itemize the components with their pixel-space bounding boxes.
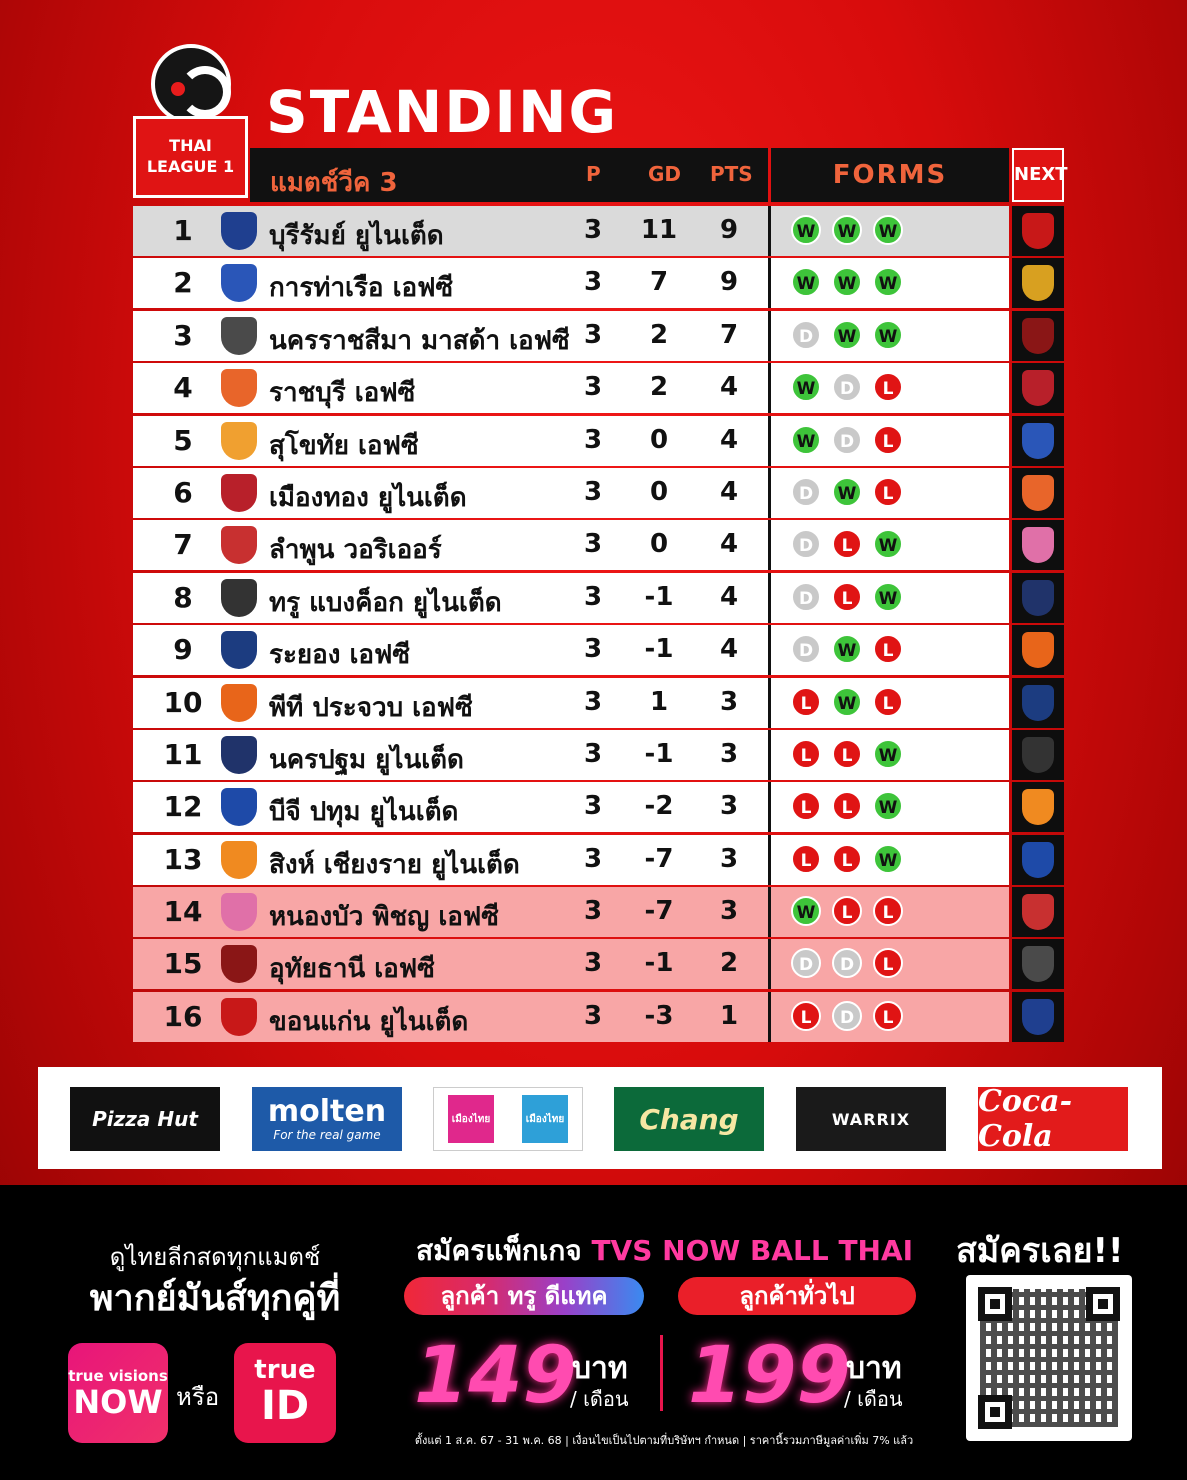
team-crest-icon <box>221 317 257 355</box>
form-result-badge: W <box>832 320 862 350</box>
next-opponent-crest-icon <box>1022 423 1054 459</box>
team-name: นครราชสีมา มาสด้า เอฟซี <box>269 325 570 356</box>
form-guide <box>791 739 914 769</box>
page-title: STANDING <box>266 78 619 146</box>
form-result-badge: W <box>832 687 862 717</box>
team-crest-icon <box>221 212 257 250</box>
goal-difference: 1 <box>649 686 669 717</box>
team-crest-icon <box>221 526 257 564</box>
form-result-badge: D <box>832 425 862 455</box>
form-result-badge: D <box>791 634 821 664</box>
points: 9 <box>719 215 739 245</box>
column-divider <box>768 939 771 989</box>
form-guide <box>791 215 914 245</box>
next-opponent-cell <box>1012 887 1064 937</box>
next-opponent-cell <box>1012 573 1064 623</box>
form-result-badge: L <box>873 1001 903 1031</box>
form-guide <box>791 267 914 297</box>
column-divider <box>768 835 771 885</box>
form-result-badge: W <box>873 844 903 874</box>
position: 9 <box>173 633 193 667</box>
form-result-badge: L <box>791 844 821 874</box>
goal-difference: 0 <box>649 424 669 455</box>
form-result-badge: L <box>873 634 903 664</box>
table-row <box>133 992 1009 1042</box>
warrix-logo: WARRIX <box>796 1087 946 1151</box>
table-row <box>133 520 1009 570</box>
form-guide <box>791 372 914 402</box>
form-guide <box>791 634 914 664</box>
position: 7 <box>173 528 193 562</box>
played: 3 <box>583 634 603 665</box>
league-emblem-icon <box>151 44 231 124</box>
goal-difference: -3 <box>644 1000 674 1031</box>
form-guide <box>791 844 914 874</box>
form-result-badge: L <box>832 791 862 821</box>
table-row <box>133 363 1009 413</box>
form-result-badge: D <box>832 1001 862 1031</box>
true-id-label-a: true <box>254 1355 316 1385</box>
form-result-badge: L <box>832 739 862 769</box>
team-name: ราชบุรี เอฟซี <box>269 378 416 409</box>
points: 1 <box>719 1000 739 1031</box>
next-opponent-cell <box>1012 835 1064 885</box>
column-divider <box>768 887 771 937</box>
league-line2: LEAGUE 1 <box>146 157 235 176</box>
form-guide <box>791 791 914 821</box>
played: 3 <box>583 843 603 874</box>
table-row <box>133 887 1009 937</box>
form-guide <box>791 1001 914 1031</box>
column-divider <box>768 573 771 623</box>
team-crest-icon <box>221 264 257 302</box>
next-opponent-crest-icon <box>1022 946 1054 982</box>
team-crest-icon <box>221 788 257 826</box>
promo-section <box>0 1185 1187 1480</box>
position: 14 <box>163 895 203 929</box>
next-opponent-cell <box>1012 782 1064 832</box>
position: 16 <box>163 999 203 1033</box>
truevisions-now-app-icon[interactable] <box>68 1343 168 1443</box>
position: 4 <box>173 371 193 405</box>
goal-difference: 7 <box>649 267 669 298</box>
col-p-header: P <box>586 162 601 186</box>
table-row <box>133 678 1009 728</box>
baht-label-b: บาท <box>846 1351 902 1386</box>
played: 3 <box>583 686 603 717</box>
team-name: บุรีรัมย์ ยูไนเต็ด <box>269 221 444 251</box>
form-guide <box>791 948 914 978</box>
column-divider <box>768 416 771 466</box>
standings-table <box>133 206 1009 1044</box>
col-gd-header: GD <box>648 162 682 186</box>
league-name-box <box>133 116 248 198</box>
form-result-badge: W <box>832 634 862 664</box>
next-opponent-crest-icon <box>1022 318 1054 354</box>
next-opponent-crest-icon <box>1022 213 1054 249</box>
next-opponent-crest-icon <box>1022 789 1054 825</box>
played: 3 <box>583 476 603 507</box>
position: 5 <box>173 423 193 457</box>
column-divider <box>768 258 771 308</box>
next-opponent-cell <box>1012 520 1064 570</box>
points: 4 <box>719 529 739 560</box>
goal-difference: 0 <box>649 529 669 560</box>
fine-print: ตั้งแต่ 1 ส.ค. 67 - 31 พ.ค. 68 | เงื่อนไขเป็นไปตามที่บริษัทฯ กำหนด | ราคานี้รวมภาษีมูลค่าเพิ่ม 7% แล้ว <box>414 1434 914 1447</box>
played: 3 <box>583 581 603 612</box>
true-id-app-icon[interactable] <box>234 1343 336 1443</box>
form-guide <box>791 896 914 926</box>
team-crest-icon <box>221 736 257 774</box>
baht-label-a: บาท <box>572 1351 628 1386</box>
league-line1: THAI <box>169 136 212 155</box>
next-opponent-cell <box>1012 206 1064 256</box>
form-guide <box>791 320 914 350</box>
next-opponent-crest-icon <box>1022 527 1054 563</box>
form-result-badge: L <box>873 687 903 717</box>
next-opponent-crest-icon <box>1022 999 1054 1035</box>
form-result-badge: W <box>873 320 903 350</box>
form-result-badge: L <box>873 425 903 455</box>
goal-difference: -1 <box>644 948 674 979</box>
team-crest-icon <box>221 684 257 722</box>
column-divider <box>768 625 771 675</box>
position: 8 <box>173 580 193 614</box>
points: 4 <box>719 476 739 507</box>
muang-thai-logo <box>433 1087 583 1151</box>
position: 3 <box>173 318 193 352</box>
next-opponent-cell <box>1012 416 1064 466</box>
form-result-badge: D <box>791 582 821 612</box>
team-name: การท่าเรือ เอฟซี <box>269 273 454 304</box>
goal-difference: -1 <box>644 634 674 665</box>
muang-thai-life-badge: เมืองไทย <box>448 1095 494 1143</box>
next-opponent-crest-icon <box>1022 894 1054 930</box>
form-result-badge: L <box>832 529 862 559</box>
points: 4 <box>719 581 739 612</box>
next-opponent-cell <box>1012 625 1064 675</box>
played: 3 <box>583 896 603 927</box>
form-result-badge: W <box>873 791 903 821</box>
column-divider <box>768 311 771 361</box>
price-general: 199 <box>688 1331 851 1421</box>
team-crest-icon <box>221 579 257 617</box>
form-result-badge: L <box>791 687 821 717</box>
next-opponent-crest-icon <box>1022 370 1054 406</box>
tv-now-label-a: true visions <box>68 1367 168 1385</box>
played: 3 <box>583 424 603 455</box>
matchweek-label: แมตช์วีค 3 <box>270 168 398 198</box>
position: 6 <box>173 475 193 509</box>
form-result-badge: W <box>832 215 862 245</box>
table-row <box>133 258 1009 308</box>
played: 3 <box>583 1000 603 1031</box>
package-name: TVS NOW BALL THAI <box>591 1234 914 1267</box>
team-name: นครปฐม ยูไนเต็ด <box>269 744 464 775</box>
table-row <box>133 206 1009 256</box>
qr-code-icon[interactable] <box>966 1275 1132 1441</box>
table-row <box>133 939 1009 989</box>
pizza-hut-logo: Pizza Hut <box>70 1087 220 1151</box>
next-opponent-crest-icon <box>1022 580 1054 616</box>
next-opponent-cell <box>1012 311 1064 361</box>
muang-thai-insurance-badge: เมืองไทย <box>522 1095 568 1143</box>
form-result-badge: W <box>832 477 862 507</box>
points: 3 <box>719 738 739 769</box>
next-opponent-column <box>1012 206 1064 1044</box>
column-divider <box>768 520 771 570</box>
points: 4 <box>719 634 739 665</box>
table-row <box>133 625 1009 675</box>
form-result-badge: W <box>873 267 903 297</box>
table-row <box>133 835 1009 885</box>
next-opponent-crest-icon <box>1022 265 1054 301</box>
molten-tagline: For the real game <box>273 1128 381 1142</box>
price-true-dtac: 149 <box>414 1331 577 1421</box>
played: 3 <box>583 738 603 769</box>
column-divider <box>768 782 771 832</box>
table-row <box>133 468 1009 518</box>
next-opponent-crest-icon <box>1022 737 1054 773</box>
sponsor-bar <box>38 1067 1162 1169</box>
form-guide <box>791 477 914 507</box>
points: 3 <box>719 791 739 822</box>
molten-logo <box>252 1087 402 1151</box>
signup-label: สมัครเลย!! <box>956 1231 1124 1271</box>
team-name: เมืองทอง ยูไนเต็ด <box>269 482 467 513</box>
points: 4 <box>719 424 739 455</box>
column-divider <box>768 468 771 518</box>
form-result-badge: L <box>832 844 862 874</box>
next-opponent-cell <box>1012 730 1064 780</box>
promo-line2: พากย์มันส์ทุกคู่ที่ <box>89 1278 341 1319</box>
form-guide <box>791 582 914 612</box>
forms-header: FORMS <box>771 148 1009 202</box>
next-opponent-crest-icon <box>1022 842 1054 878</box>
next-opponent-cell <box>1012 468 1064 518</box>
form-result-badge: L <box>873 948 903 978</box>
team-crest-icon <box>221 998 257 1036</box>
table-row <box>133 782 1009 832</box>
points: 3 <box>719 896 739 927</box>
package-title <box>416 1229 913 1273</box>
points: 3 <box>719 686 739 717</box>
form-result-badge: D <box>832 948 862 978</box>
team-crest-icon <box>221 893 257 931</box>
next-opponent-cell <box>1012 363 1064 413</box>
form-result-badge: L <box>791 1001 821 1031</box>
chang-logo: Chang <box>614 1087 764 1151</box>
team-crest-icon <box>221 631 257 669</box>
column-divider <box>768 730 771 780</box>
next-header: NEXT <box>1012 148 1064 202</box>
table-header <box>250 148 768 202</box>
form-result-badge: W <box>832 267 862 297</box>
team-crest-icon <box>221 422 257 460</box>
tv-now-label-b: NOW <box>73 1383 163 1421</box>
team-name: พีที ประจวบ เอฟซี <box>269 692 473 723</box>
form-result-badge: D <box>791 477 821 507</box>
form-result-badge: L <box>873 372 903 402</box>
true-dtac-customer-pill[interactable]: ลูกค้า ทรู ดีแทค <box>404 1277 644 1315</box>
goal-difference: 2 <box>649 372 669 403</box>
form-result-badge: L <box>832 896 862 926</box>
points: 9 <box>719 267 739 298</box>
position: 12 <box>163 790 203 824</box>
goal-difference: 2 <box>649 319 669 350</box>
team-name: ทรู แบงค็อก ยูไนเต็ด <box>269 587 502 618</box>
team-name: ระยอง เอฟซี <box>269 640 411 671</box>
played: 3 <box>583 791 603 822</box>
form-guide <box>791 425 914 455</box>
column-divider <box>768 992 771 1042</box>
played: 3 <box>583 372 603 403</box>
position: 15 <box>163 947 203 981</box>
position: 2 <box>173 266 193 300</box>
column-divider <box>768 678 771 728</box>
or-label: หรือ <box>176 1383 220 1411</box>
form-result-badge: W <box>873 529 903 559</box>
team-name: ลำพูน วอริเออร์ <box>269 535 442 566</box>
form-result-badge: W <box>873 582 903 612</box>
table-row <box>133 573 1009 623</box>
form-result-badge: D <box>791 320 821 350</box>
form-result-badge: L <box>873 896 903 926</box>
package-prefix: สมัครแพ็กเกจ <box>416 1234 592 1267</box>
form-result-badge: L <box>873 477 903 507</box>
form-result-badge: L <box>791 739 821 769</box>
form-result-badge: D <box>832 372 862 402</box>
form-result-badge: L <box>832 582 862 612</box>
goal-difference: 0 <box>649 476 669 507</box>
team-name: ขอนแก่น ยูไนเต็ด <box>269 1006 469 1037</box>
team-name: บีจี ปทุม ยูไนเต็ด <box>269 797 459 828</box>
played: 3 <box>583 529 603 560</box>
form-result-badge: D <box>791 529 821 559</box>
general-customer-pill[interactable]: ลูกค้าทั่วไป <box>678 1277 916 1315</box>
played: 3 <box>583 319 603 350</box>
coca-cola-logo: Coca-Cola <box>978 1087 1128 1151</box>
position: 11 <box>163 737 203 771</box>
form-result-badge: W <box>791 215 821 245</box>
played: 3 <box>583 948 603 979</box>
team-name: อุทัยธานี เอฟซี <box>269 954 435 985</box>
goal-difference: 11 <box>640 215 678 245</box>
form-result-badge: W <box>791 267 821 297</box>
goal-difference: -1 <box>644 738 674 769</box>
goal-difference: -1 <box>644 581 674 612</box>
form-result-badge: W <box>791 896 821 926</box>
next-opponent-crest-icon <box>1022 632 1054 668</box>
column-divider <box>768 363 771 413</box>
form-result-badge: W <box>791 425 821 455</box>
goal-difference: -2 <box>644 791 674 822</box>
table-row <box>133 730 1009 780</box>
points: 3 <box>719 843 739 874</box>
next-opponent-cell <box>1012 258 1064 308</box>
form-result-badge: W <box>873 739 903 769</box>
played: 3 <box>583 215 603 245</box>
form-guide <box>791 529 914 559</box>
form-result-badge: L <box>791 791 821 821</box>
molten-wordmark: molten <box>267 1094 387 1129</box>
form-result-badge: W <box>791 372 821 402</box>
form-result-badge: D <box>791 948 821 978</box>
next-opponent-cell <box>1012 992 1064 1042</box>
col-pts-header: PTS <box>710 162 753 186</box>
points: 7 <box>719 319 739 350</box>
price-divider <box>660 1335 663 1411</box>
thai-league-logo <box>133 44 248 198</box>
position: 13 <box>163 842 203 876</box>
team-crest-icon <box>221 474 257 512</box>
promo-line1: ดูไทยลีกสดทุกแมตช์ <box>109 1243 321 1271</box>
true-id-label-b: ID <box>260 1383 310 1429</box>
per-month-label-b: / เดือน <box>844 1387 903 1411</box>
team-crest-icon <box>221 841 257 879</box>
table-row <box>133 311 1009 361</box>
goal-difference: -7 <box>644 843 674 874</box>
team-name: หนองบัว พิชญ เอฟซี <box>269 902 499 933</box>
next-opponent-cell <box>1012 678 1064 728</box>
position: 1 <box>173 214 193 247</box>
position: 10 <box>163 685 203 719</box>
team-name: สิงห์ เชียงราย ยูไนเต็ด <box>269 849 520 880</box>
next-opponent-cell <box>1012 939 1064 989</box>
form-guide <box>791 687 914 717</box>
next-opponent-crest-icon <box>1022 685 1054 721</box>
goal-difference: -7 <box>644 896 674 927</box>
column-divider <box>768 206 771 256</box>
points: 4 <box>719 372 739 403</box>
played: 3 <box>583 267 603 298</box>
team-crest-icon <box>221 945 257 983</box>
form-result-badge: W <box>873 215 903 245</box>
table-row <box>133 416 1009 466</box>
team-name: สุโขทัย เอฟซี <box>269 430 419 461</box>
points: 2 <box>719 948 739 979</box>
per-month-label-a: / เดือน <box>570 1387 629 1411</box>
team-crest-icon <box>221 369 257 407</box>
next-opponent-crest-icon <box>1022 475 1054 511</box>
